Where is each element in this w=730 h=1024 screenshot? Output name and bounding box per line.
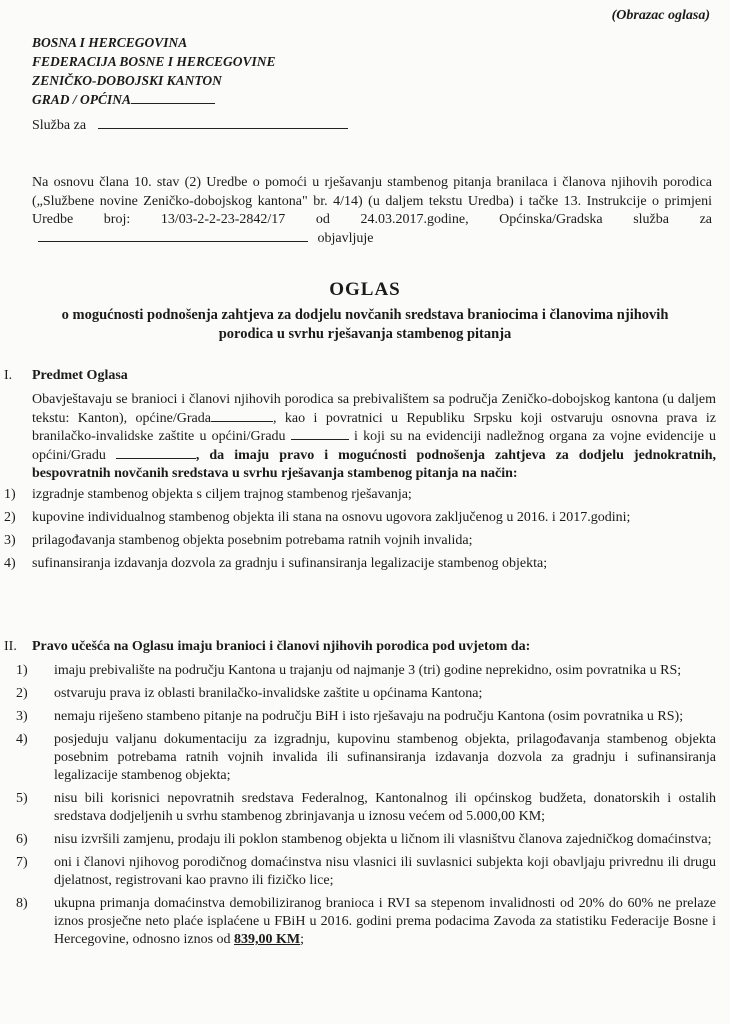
section-1-number: I. bbox=[4, 368, 13, 383]
list-item-number: 4) bbox=[4, 555, 16, 571]
list-item-number: 3) bbox=[16, 709, 28, 724]
list-item-text bbox=[54, 895, 716, 949]
list-item-text: nisu bili korisnici nepovratnih sredstava Federalnog, Kantonalnog ili općinskog budžeta, donatorskih i ostalih sredstava dodjeljenih u svrhu stambenog zbrinjavanja u iznosu većem od 5.000,00 KM; bbox=[54, 791, 716, 824]
blank-municipality-3 bbox=[116, 458, 196, 459]
list-item bbox=[4, 685, 716, 703]
list-item bbox=[4, 790, 716, 826]
section-2-heading bbox=[4, 638, 716, 656]
section-1-text-bold: , da imaju pravo i mogućnosti podnošenja zahtjeva za dodjelu jednokratnih, bespovratnih novčanih sredstava u svrhu rješavanja stambenog pitanja na način: bbox=[32, 447, 717, 481]
document-subtitle: o mogućnosti podnošenja zahtjeva za dodjelu novčanih sredstava braniocima i članovima njihovih porodica u svrhu rješavanja stambenog pitanja bbox=[61, 307, 669, 342]
service-label: Služba za bbox=[32, 118, 87, 133]
list-item bbox=[4, 708, 716, 726]
header-canton: ZENIČKO-DOBOJSKI KANTON bbox=[32, 73, 222, 88]
list-item-text: nisu izvršili zamjenu, prodaju ili poklon stambenog objekta u ličnom ili vlasništvu članova zajedničkog domaćinstva; bbox=[54, 832, 712, 847]
list-item-number: 7) bbox=[16, 855, 28, 870]
income-end: ; bbox=[300, 932, 305, 947]
list-item-text: posjeduju valjanu dokumentaciju za izgradnju, kupovinu stambenog objekta, prilagođavanja stambenog objekta posebnim potrebama ratnih vojnih invalida ili sufinansiranja izdavanja dozvola za gradnju i sufinansiranja legalizacije stambenog objekta; bbox=[54, 732, 716, 783]
list-item-number: 5) bbox=[16, 791, 28, 806]
section-1-text-a: Obavještavaju se branioci i članovi njihovih porodica sa prebivalištem sa područja Zeničko-dobojskog kantona (u daljem tekstu: Kanton), općine/Grada bbox=[32, 392, 716, 426]
list-item-number: 1) bbox=[4, 486, 16, 502]
section-2-number: II. bbox=[4, 639, 17, 654]
list-item bbox=[4, 831, 716, 849]
list-item bbox=[4, 895, 716, 949]
list-item-number: 4) bbox=[16, 732, 28, 747]
section-1-paragraph bbox=[32, 391, 716, 484]
list-item-text: prilagođavanja stambenog objekta posebnim potrebama ratnih vojnih invalida; bbox=[32, 532, 473, 548]
section-1-list bbox=[4, 486, 716, 573]
list-item bbox=[4, 854, 716, 890]
list-item-text: sufinansiranja izdavanja dozvola za gradnju i sufinansiranja legalizacije stambenog objekta; bbox=[32, 555, 548, 571]
list-item bbox=[4, 731, 716, 785]
section-2-title: Pravo učešća na Oglasu imaju branioci i članovi njihovih porodica pod uvjetom da: bbox=[32, 639, 531, 654]
list-item-number: 2) bbox=[16, 686, 28, 701]
list-item bbox=[4, 486, 716, 504]
list-item-number: 2) bbox=[4, 509, 16, 525]
intro-text: Na osnovu člana 10. stav (2) Uredbe o pomoći u rješavanju stambenog pitanja branilaca i članova njihovih porodica („Službene novine Zeničko-dobojskog kantona" br. 4/14) (u daljem tekstu Uredba) i tačke 13. Instrukcije o primjeni Uredbe broj: 13/03-2-2-23-2842/17 od 24.03.2017.godine, Općinska/Gradska služba za bbox=[32, 175, 712, 227]
list-item bbox=[4, 532, 716, 550]
section-1-heading bbox=[4, 367, 716, 385]
list-item bbox=[4, 509, 716, 527]
income-condition-text: ukupna primanja domaćinstva demobiliziranog branioca i RVI sa stepenom invalidnosti od 20% do 60% ne prelaze iznos prosječne neto plaće isplaćene u FBiH u 2016. godini prema podacima Zavoda za statistiku Federacije Bosne i Hercegovine, odnosno iznos od bbox=[54, 896, 716, 947]
list-item bbox=[4, 555, 716, 573]
list-item-number: 1) bbox=[16, 663, 28, 678]
list-item-number: 6) bbox=[16, 832, 28, 847]
service-line bbox=[32, 118, 348, 134]
blank-municipality-1 bbox=[211, 421, 273, 422]
header-country: BOSNA I HERCEGOVINA bbox=[32, 35, 188, 50]
list-item bbox=[4, 662, 716, 680]
list-item-text: ostvaruju prava iz oblasti branilačko-invalidske zaštite u općinama Kantona; bbox=[54, 686, 483, 701]
section-2-list bbox=[4, 662, 716, 890]
section-1-title: Predmet Oglasa bbox=[32, 368, 128, 383]
list-item-text: imaju prebivalište na području Kantona u trajanju od najmanje 3 (tri) godine neprekidno, osim povratnika u RS; bbox=[54, 663, 682, 678]
intro-blank bbox=[38, 241, 308, 242]
form-label: (Obrazac oglasa) bbox=[611, 8, 710, 23]
list-item-text: nemaju riješeno stambeno pitanje na području BiH i isto rješavaju na području Kantona (osim povratnika u RS); bbox=[54, 709, 684, 724]
intro-text-end: objavljuje bbox=[317, 230, 374, 246]
income-amount: 839,00 KM bbox=[234, 932, 301, 947]
list-item-number: 8) bbox=[16, 896, 28, 911]
list-item-text: oni i članovi njihovog porodičnog domaćinstva nisu vlasnici ili suvlasnici subjekta koji obavljaju privrednu ili drugu djelatnost, registrovani kao pravno ili fizičko lice; bbox=[54, 855, 716, 888]
list-item-text: izgradnje stambenog objekta s ciljem trajnog stambenog rješavanja; bbox=[32, 486, 412, 502]
header-federation: FEDERACIJA BOSNE I HERCEGOVINE bbox=[32, 54, 276, 69]
header-municipality bbox=[32, 90, 275, 109]
list-item-text: kupovine individualnog stambenog objekta ili stana na osnovu ugovora zaključenog u 2016. i 2017.godini; bbox=[32, 509, 631, 525]
header-municipality-label: GRAD / OPĆINA bbox=[32, 92, 132, 107]
section-1-text-c: i koji su na evidenciji nadležnog organa za vojne evidencije u općini/Gradu bbox=[32, 429, 717, 463]
municipality-blank bbox=[131, 103, 215, 104]
intro-paragraph bbox=[32, 174, 712, 248]
section-1-text-b: , kao i povratnici u Republiku Srpsku koji ostvaruju osnovna prava iz branilačko-invalidske zaštite u općini/Gradu bbox=[32, 410, 716, 444]
section-1 bbox=[4, 367, 716, 578]
document-title: OGLAS bbox=[329, 279, 401, 300]
section-2 bbox=[4, 638, 716, 954]
blank-municipality-2 bbox=[291, 439, 349, 440]
institution-header bbox=[32, 33, 275, 109]
service-blank bbox=[98, 128, 348, 129]
list-item-number: 3) bbox=[4, 532, 16, 548]
